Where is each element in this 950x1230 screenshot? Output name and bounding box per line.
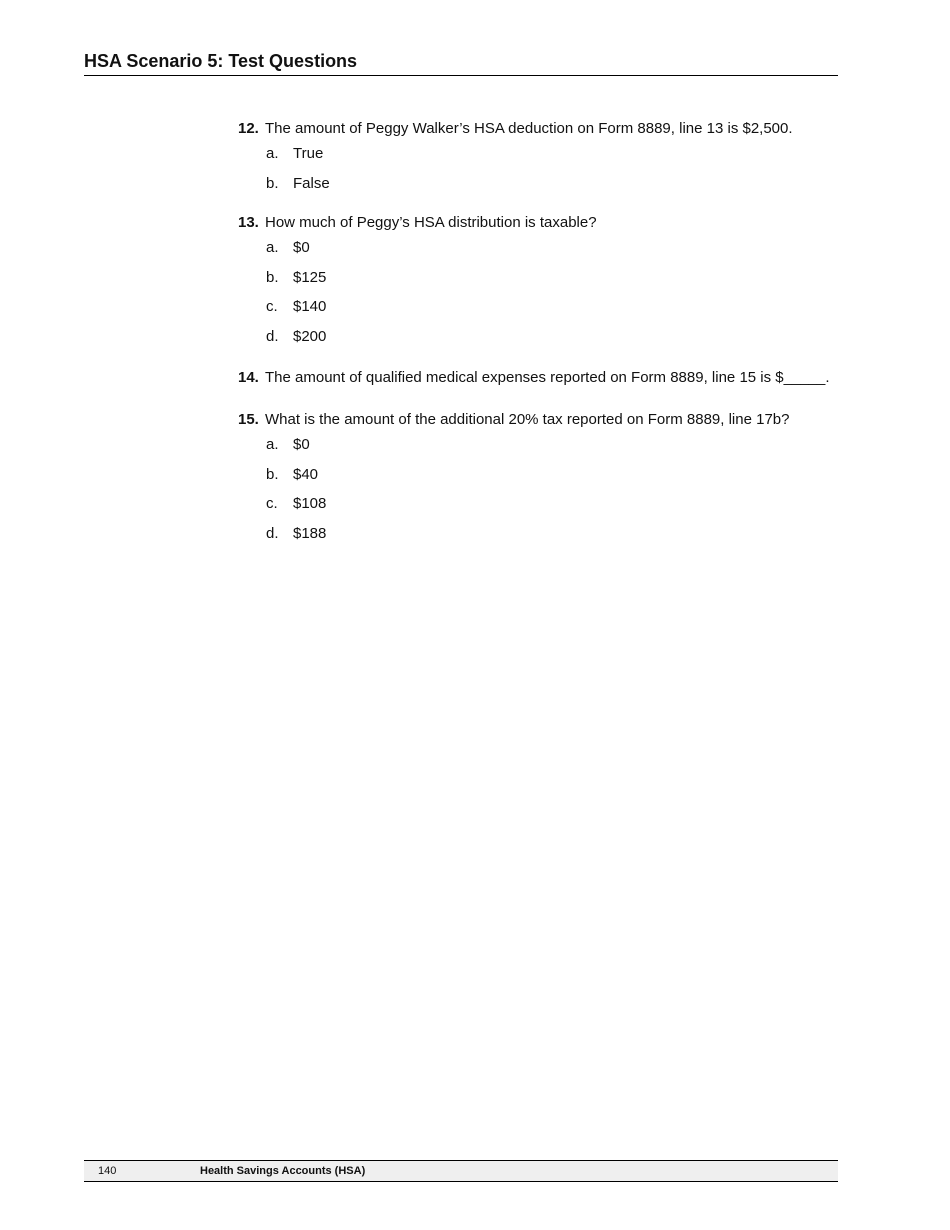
option-text: $200 bbox=[293, 327, 327, 345]
question-13 bbox=[238, 212, 838, 351]
question-text: The amount of Peggy Walker’s HSA deduction on Form 8889, line 13 is $2,500. bbox=[265, 120, 793, 137]
footer-title: Health Savings Accounts (HSA) bbox=[200, 1165, 366, 1177]
answer-option bbox=[238, 139, 838, 169]
question-stem bbox=[238, 367, 838, 388]
option-text: $40 bbox=[293, 465, 319, 483]
option-text: False bbox=[293, 174, 330, 192]
question-number: 14. bbox=[238, 369, 259, 386]
question-number: 15. bbox=[238, 411, 259, 428]
option-letter: c. bbox=[266, 298, 278, 316]
answer-option bbox=[238, 292, 838, 322]
option-letter: a. bbox=[266, 239, 279, 257]
option-text: $125 bbox=[293, 268, 327, 286]
answer-options bbox=[238, 430, 838, 548]
answer-option bbox=[238, 322, 838, 352]
option-letter: c. bbox=[266, 495, 278, 513]
question-text: What is the amount of the additional 20% tax reported on Form 8889, line 17b? bbox=[265, 411, 790, 428]
option-letter: d. bbox=[266, 524, 279, 542]
question-text: The amount of qualified medical expenses reported on Form 8889, line 15 is $_____. bbox=[265, 369, 830, 386]
question-12 bbox=[238, 118, 838, 198]
answer-option bbox=[238, 460, 838, 490]
question-stem bbox=[238, 118, 838, 139]
question-14 bbox=[238, 367, 838, 388]
answer-options bbox=[238, 139, 838, 198]
option-text: $0 bbox=[293, 436, 310, 454]
answer-option bbox=[238, 263, 838, 293]
question-stem bbox=[238, 409, 838, 430]
question-number: 12. bbox=[238, 120, 259, 137]
answer-option bbox=[238, 233, 838, 263]
question-number: 13. bbox=[238, 214, 259, 231]
question-stem bbox=[238, 212, 838, 233]
answer-option bbox=[238, 430, 838, 460]
question-list bbox=[238, 118, 838, 564]
option-text: True bbox=[293, 145, 324, 163]
question-15 bbox=[238, 409, 838, 548]
answer-options bbox=[238, 233, 838, 351]
answer-option bbox=[238, 519, 838, 549]
option-text: $140 bbox=[293, 298, 327, 316]
option-letter: b. bbox=[266, 268, 279, 286]
page-footer bbox=[84, 1160, 838, 1182]
option-letter: b. bbox=[266, 174, 279, 192]
question-text: How much of Peggy’s HSA distribution is taxable? bbox=[265, 214, 597, 231]
option-letter: b. bbox=[266, 465, 279, 483]
option-text: $108 bbox=[293, 495, 327, 513]
option-text: $188 bbox=[293, 524, 327, 542]
option-letter: a. bbox=[266, 145, 279, 163]
page-header bbox=[84, 50, 838, 76]
option-text: $0 bbox=[293, 239, 310, 257]
answer-option bbox=[238, 169, 838, 199]
answer-option bbox=[238, 489, 838, 519]
page-title: HSA Scenario 5: Test Questions bbox=[84, 51, 358, 71]
page-number: 140 bbox=[98, 1165, 117, 1177]
option-letter: a. bbox=[266, 436, 279, 454]
option-letter: d. bbox=[266, 327, 279, 345]
